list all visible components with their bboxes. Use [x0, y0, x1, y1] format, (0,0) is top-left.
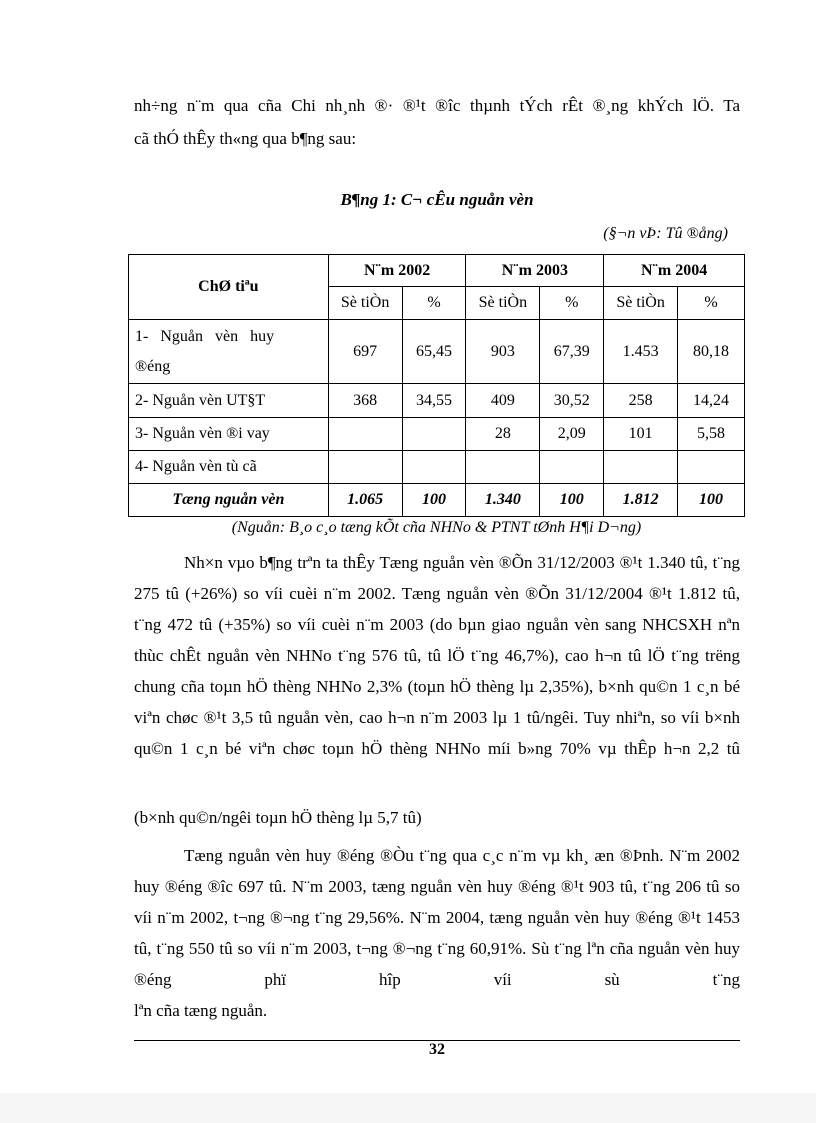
total-value: 1.812 — [604, 484, 678, 517]
cell-value: 697 — [328, 320, 402, 384]
row-label: 4- Nguån vèn tù cã — [129, 451, 329, 484]
table-total-row — [129, 484, 745, 517]
total-value: 100 — [540, 484, 604, 517]
capital-structure-table — [128, 254, 745, 517]
total-value: 1.340 — [466, 484, 540, 517]
sub-header-amount: Sè tiÒn — [604, 287, 678, 320]
cell-value — [466, 451, 540, 484]
indicator-header: ChØ tiªu — [129, 255, 329, 320]
table-source-note: (Nguån: B¸o c¸o tæng kÕt cña NHNo & PTNT tØnh H¶i D¬ng) — [231, 519, 642, 536]
cell-value: 368 — [328, 384, 402, 418]
year-header-2002: N¨m 2002 — [328, 255, 466, 287]
table-row — [129, 451, 745, 484]
cell-value — [678, 451, 745, 484]
cell-value — [402, 451, 466, 484]
row-label: 2- Nguån vèn UT§T — [129, 384, 329, 418]
sub-header-percent: % — [402, 287, 466, 320]
table-row — [129, 418, 745, 451]
cell-value: 30,52 — [540, 384, 604, 418]
cell-value: 409 — [466, 384, 540, 418]
row-label-line-2: ®éng — [135, 357, 171, 375]
sub-header-percent: % — [678, 287, 745, 320]
unit-note: (§¬n vÞ: Tû ®ång) — [603, 225, 728, 242]
total-label: Tæng nguån vèn — [129, 484, 329, 517]
table-row — [129, 320, 745, 384]
intro-line-2: cã thÓ thÊy th«ng qua b¶ng sau: — [134, 129, 357, 148]
cell-value: 80,18 — [678, 320, 745, 384]
paragraph-analysis-2-end: lªn cña tæng nguån. — [134, 1001, 268, 1020]
row-label: 3- Nguån vèn ®i vay — [129, 418, 329, 451]
cell-value — [402, 418, 466, 451]
cell-value — [328, 451, 402, 484]
total-value: 100 — [402, 484, 466, 517]
cell-value: 67,39 — [540, 320, 604, 384]
year-header-2003: N¨m 2003 — [466, 255, 604, 287]
cell-value: 101 — [604, 418, 678, 451]
sub-header-percent: % — [540, 287, 604, 320]
paragraph-analysis-2: Tæng nguån vèn huy ®éng ®Òu t¨ng qua c¸c n¨m vµ kh¸ æn ®Þnh. N¨m 2002 huy ®éng ®îc 697 tû. N¨m 2003, tæng nguån vèn huy ®éng ®¹t 903 tû, t¨ng 206 tû so víi n¨m 2002, t¬ng ®¬ng t¨ng 29,56%. N¨m 2004, tæng nguån vèn huy ®éng ®¹t 1453 tû, t¨ng 550 tû so víi n¨m 2003, t¬ng ®¬ng t¨ng 60,91%. Sù t¨ng lªn cña nguån vèn huy ®éng phï hîp víi sù t¨ng — [134, 846, 740, 989]
cell-value: 28 — [466, 418, 540, 451]
total-value: 1.065 — [328, 484, 402, 517]
total-value: 100 — [678, 484, 745, 517]
row-label — [129, 320, 329, 384]
sub-header-amount: Sè tiÒn — [328, 287, 402, 320]
cell-value: 258 — [604, 384, 678, 418]
page-bottom-strip — [0, 1093, 816, 1123]
cell-value: 903 — [466, 320, 540, 384]
sub-header-amount: Sè tiÒn — [466, 287, 540, 320]
paragraph-analysis-1: Nh×n vµo b¶ng trªn ta thÊy Tæng nguån vèn ®Õn 31/12/2003 ®¹t 1.340 tû, t¨ng 275 tû (+26%) so víi cuèi n¨m 2002. Tæng nguån vèn ®Õn 31/12/2004 ®¹t 1.812 tû, t¨ng 472 tû (+35%) so víi cuèi n¨m 2003 (do bµn giao nguån vèn sang NHCSXH nªn thùc chÊt nguån vèn NHNo t¨ng 576 tû, tû lÖ t¨ng 46,7%), cao h¬n tû lÖ t¨ng trëng chung cña toµn hÖ thèng NHNo 2,3% (toµn hÖ thèng lµ 2,35%), b×nh qu©n 1 c¸n bé viªn chøc ®¹t 3,5 tû nguån vèn, cao h¬n n¨m 2003 lµ 1 tû/ngêi. Tuy nhiªn, so víi b×nh qu©n 1 c¸n bé viªn chøc toµn hÖ thèng NHNo míi b»ng 70% vµ thÊp h¬n 2,2 tû — [134, 553, 740, 758]
cell-value — [328, 418, 402, 451]
cell-value: 65,45 — [402, 320, 466, 384]
page-number: 32 — [429, 1041, 445, 1058]
year-header-2004: N¨m 2004 — [604, 255, 745, 287]
cell-value: 5,58 — [678, 418, 745, 451]
cell-value: 14,24 — [678, 384, 745, 418]
row-label-line-1: 1- Nguån vèn huy — [135, 327, 275, 345]
table-title: B¶ng 1: C¬ cÊu nguån vèn — [340, 190, 534, 209]
intro-line-1: nh÷ng n¨m qua cña Chi nh¸nh ®· ®¹t ®îc thµnh tÝch rÊt ®¸ng khÝch lÖ. Ta — [134, 96, 740, 115]
cell-value: 2,09 — [540, 418, 604, 451]
paragraph-analysis-1-end: (b×nh qu©n/ngêi toµn hÖ thèng lµ 5,7 tû) — [134, 808, 422, 827]
cell-value: 34,55 — [402, 384, 466, 418]
table-row — [129, 384, 745, 418]
cell-value — [540, 451, 604, 484]
cell-value: 1.453 — [604, 320, 678, 384]
cell-value — [604, 451, 678, 484]
